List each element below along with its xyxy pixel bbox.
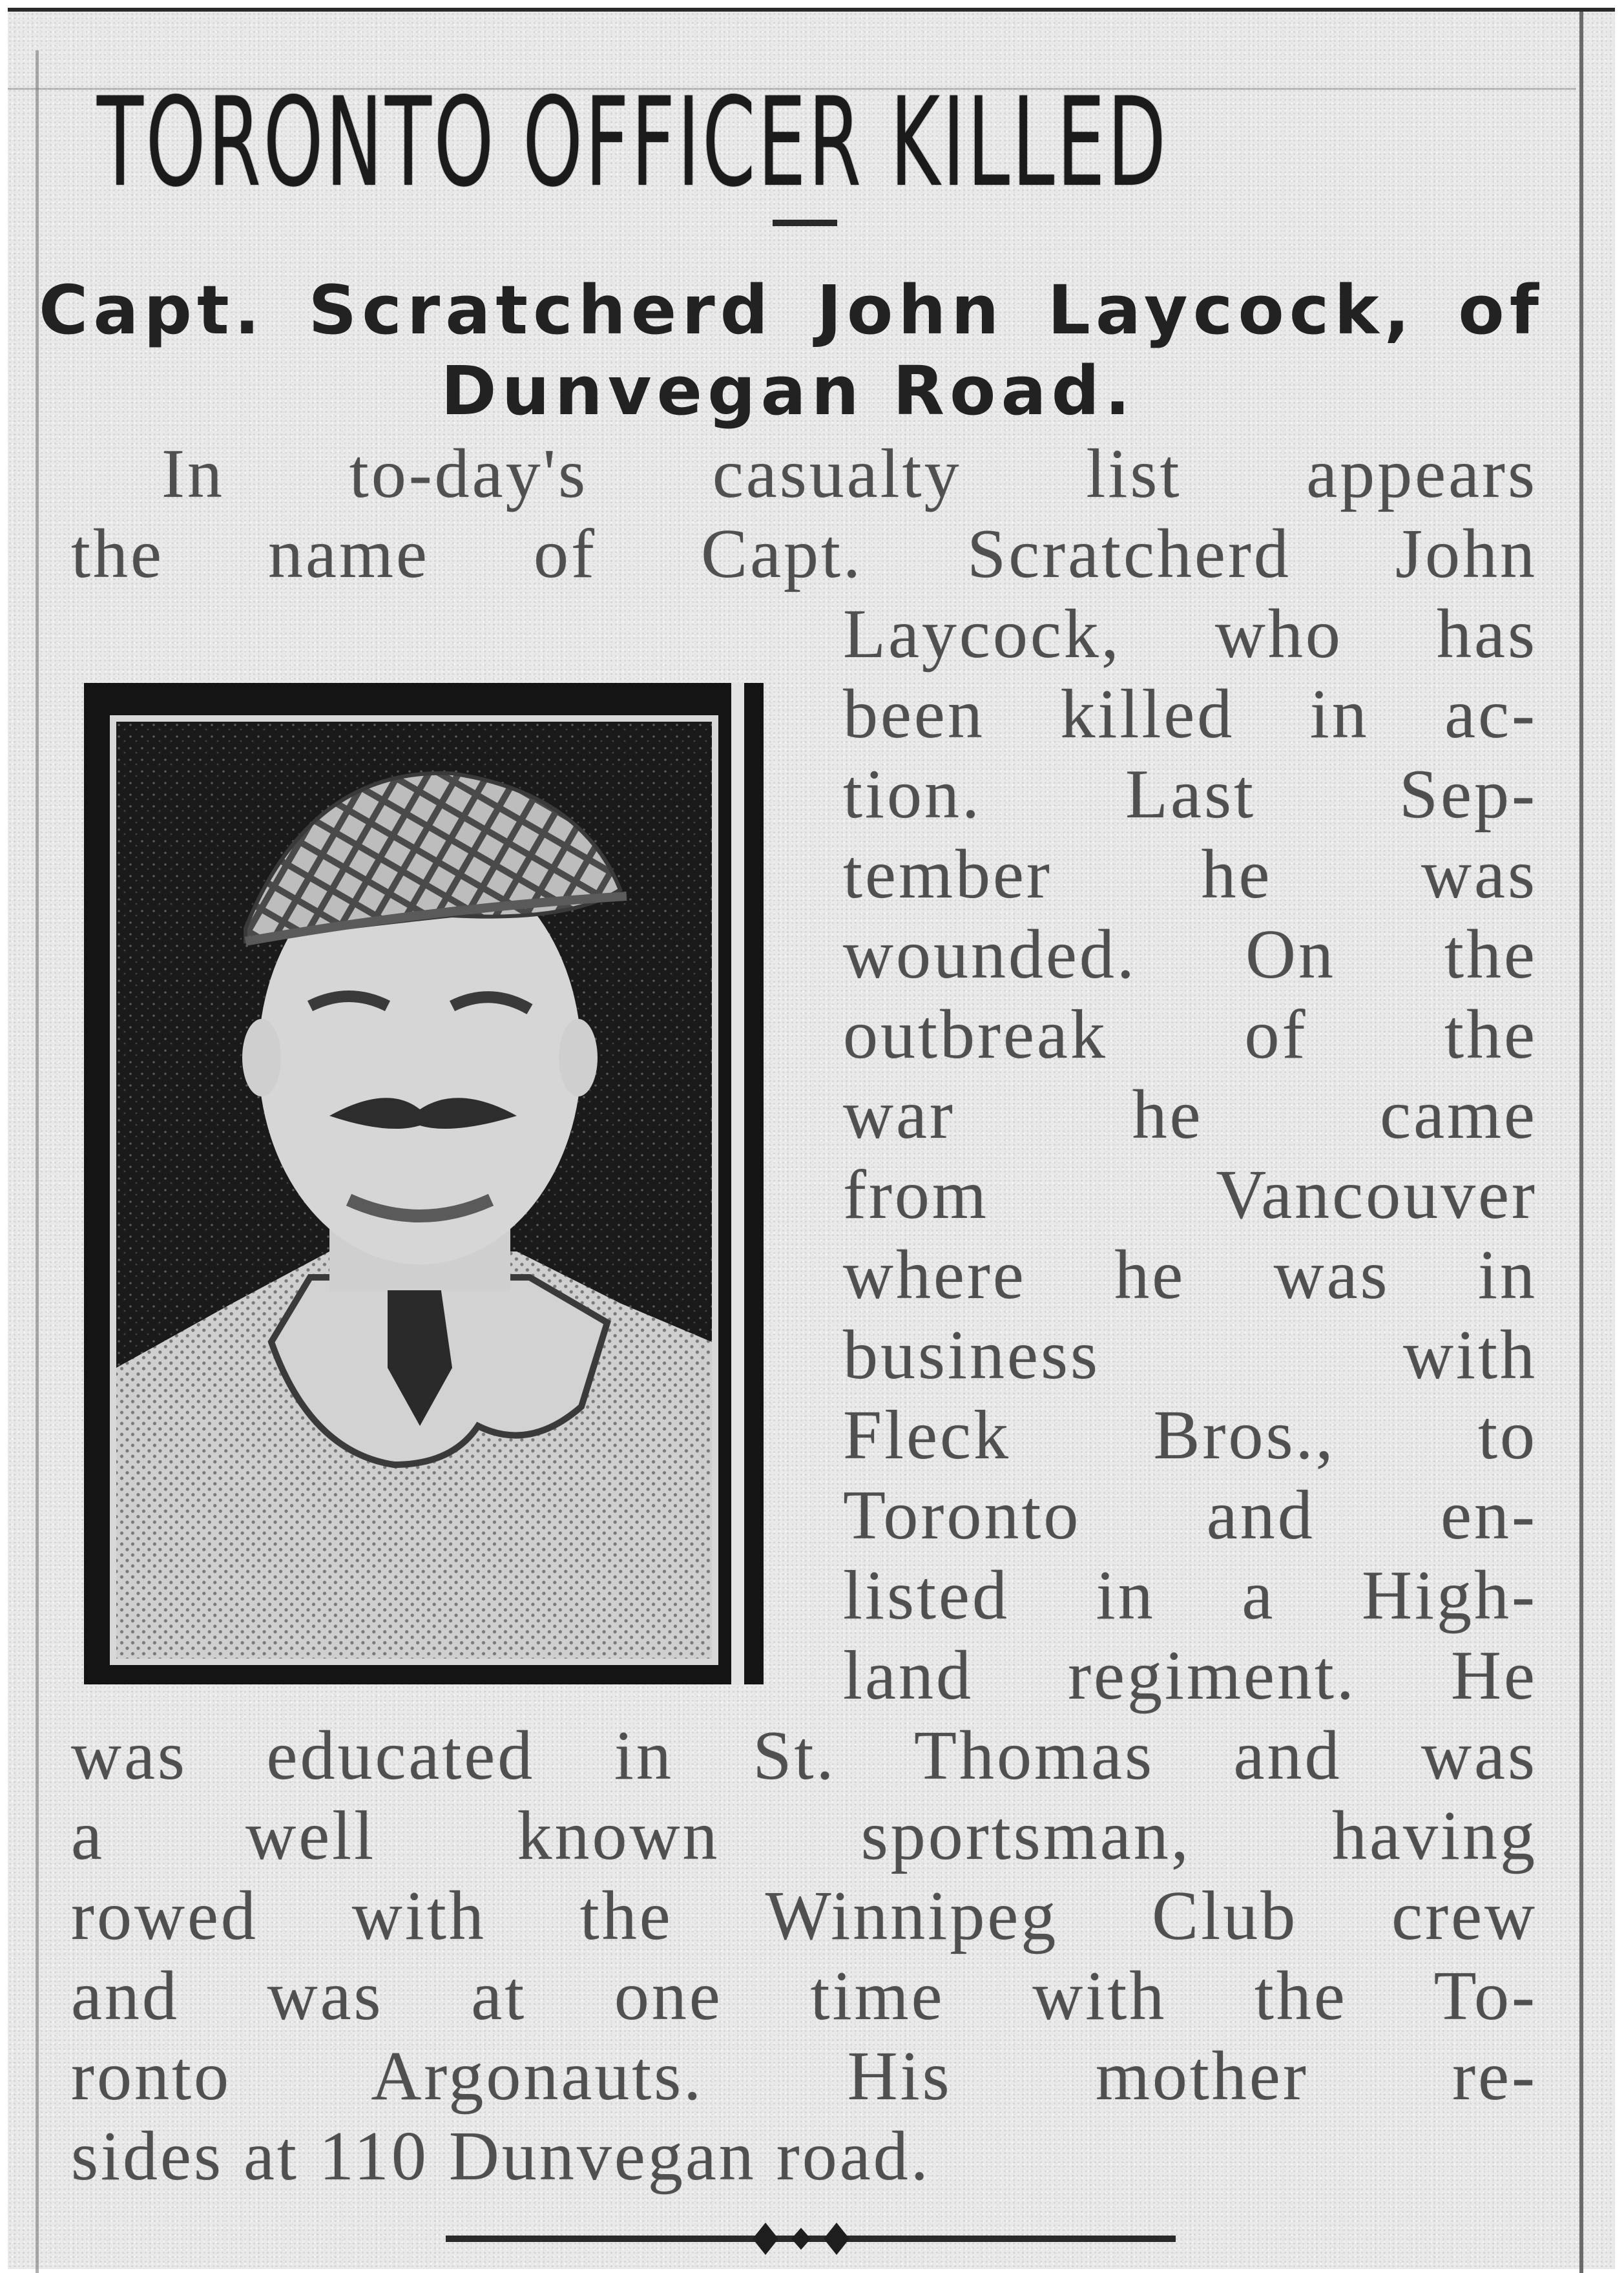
body-line: ronto Argonauts. His mother re-	[71, 2038, 1537, 2115]
headline-separator-dash	[773, 220, 837, 226]
body-line: a well known sportsman, having	[71, 1797, 1537, 1874]
body-line: tember he was	[843, 836, 1537, 913]
body-line: where he was in	[843, 1237, 1537, 1314]
end-of-article-ornament-icon	[446, 2223, 1176, 2255]
photo-frame-gap	[731, 683, 744, 1684]
body-line: tion. Last Sep-	[843, 756, 1537, 833]
body-line: land regiment. He	[843, 1637, 1537, 1714]
subheadline-line-2: Dunvegan Road.	[441, 351, 1136, 430]
body-line: outbreak of the	[843, 996, 1537, 1073]
body-line: rowed with the Winnipeg Club crew	[71, 1878, 1537, 1954]
body-line: the name of Capt. Scratcherd John	[71, 516, 1537, 592]
body-line: and was at one time with the To-	[71, 1958, 1537, 2035]
headline: TORONTO OFFICER KILLED	[97, 71, 1169, 214]
body-line: been killed in ac-	[843, 676, 1537, 753]
body-line: wounded. On the	[843, 916, 1537, 993]
body-line: from Vancouver	[843, 1157, 1537, 1233]
portrait-photo	[110, 715, 718, 1665]
body-line: In to-day's casualty list appears	[161, 435, 1537, 512]
body-line: business with	[843, 1317, 1537, 1394]
body-line: was educated in St. Thomas and was	[71, 1717, 1537, 1794]
right-column-rule	[1579, 12, 1583, 2273]
body-line: war he came	[843, 1076, 1537, 1153]
body-line: Toronto and en-	[843, 1477, 1537, 1554]
body-line: Fleck Bros., to	[843, 1397, 1537, 1474]
body-line-last: sides at 110 Dunvegan road.	[71, 2118, 931, 2195]
body-line: listed in a High-	[843, 1557, 1537, 1634]
portrait-photo-frame	[84, 683, 764, 1684]
subheadline-line-1: Capt. Scratcherd John Laycock, of	[39, 271, 1544, 350]
portrait-photo-icon	[116, 722, 712, 1659]
body-line: Laycock, who has	[843, 596, 1537, 673]
